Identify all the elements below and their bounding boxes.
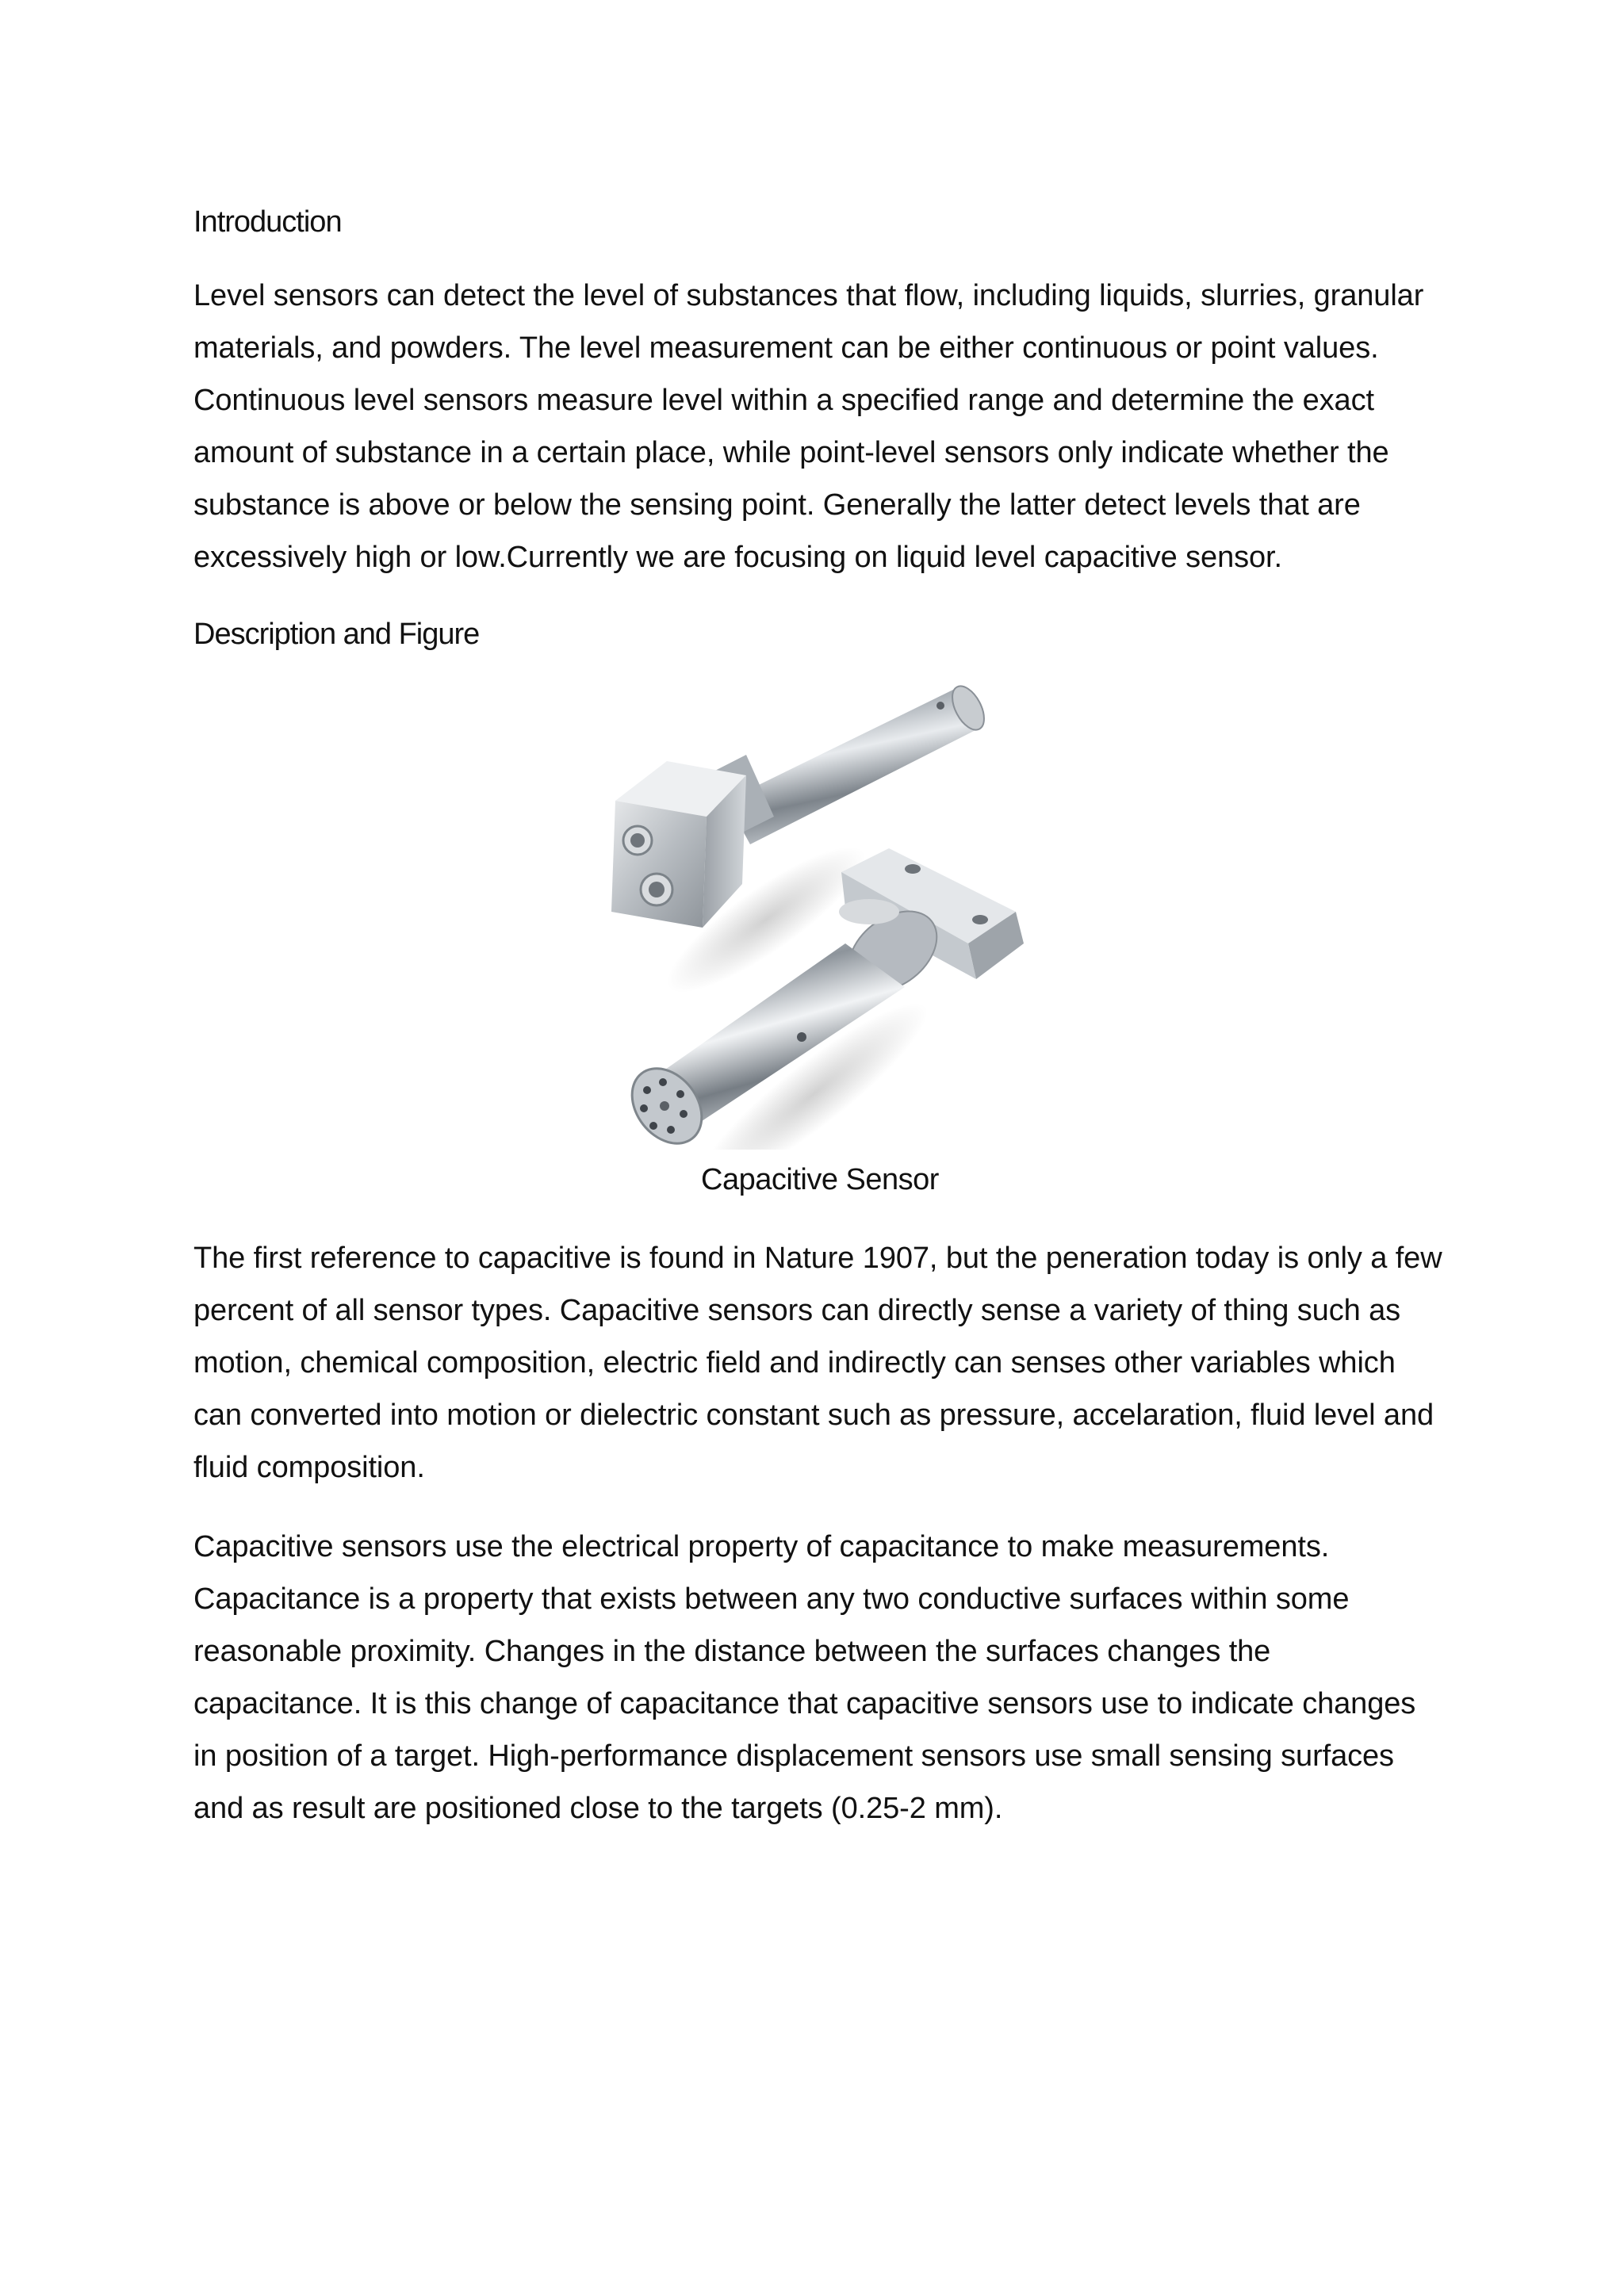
document-body [193, 198, 1446, 1862]
section-heading-introduction: Introduction [193, 205, 342, 239]
figure-caption: Capacitive Sensor [701, 1163, 939, 1196]
section-heading-description: Description and Figure [193, 618, 480, 651]
paragraph-principle: Capacitive sensors use the electrical property of capacitance to make measurements. Capacitance is a property that exists between any two conductive surfaces within some reasonable proximity. Changes in the distance between the surfaces changes the capacitance. It is this change of capacitance that capacitive sensors use to indicate changes in position of a target. High-performance displacement sensors use small sensing surfaces and as result are positioned close to the targets (0.25-2 mm). [193, 1530, 1416, 1825]
sensor-figure [193, 682, 1446, 1150]
capacitive-sensor-image [607, 682, 1036, 1150]
paragraph-history: The first reference to capacitive is found in Nature 1907, but the peneration today is only a few percent of all sensor types. Capacitive sensors can directly sense a variety of thing such as motion, chemical composition, electric field and indirectly can senses other variables which can converted into motion or dielectric constant such as pressure, accelaration, fluid level and fluid composition. [193, 1242, 1442, 1484]
paragraph-introduction: Level sensors can detect the level of substances that flow, including liquids, slurries, granular materials, and powders. The level measurement can be either continuous or point values. Continuous level sensors measure level within a specified range and determine the exact amount of substance in a certain place, while point-level sensors only indicate whether the substance is above or below the sensing point. Generally the latter detect levels that are excessively high or low.Currently we are focusing on liquid level capacitive sensor. [193, 279, 1424, 574]
